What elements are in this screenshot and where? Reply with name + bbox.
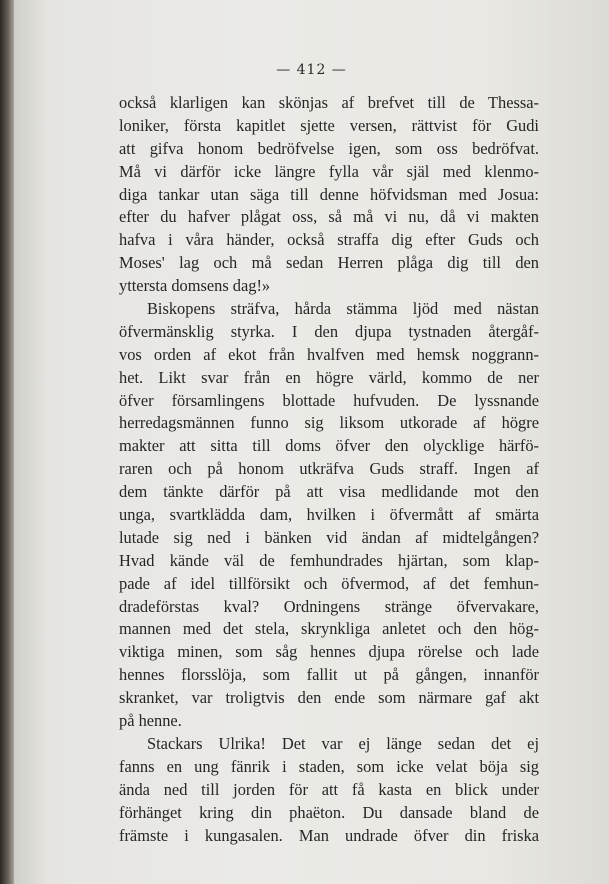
text-line: på henne. xyxy=(119,711,182,731)
text-line: unga, svartklädda dam, hvilken i öfvermått af smärta xyxy=(119,505,539,525)
text-line: mannen med det stela, skrynkliga anletet och den hög- xyxy=(119,619,539,639)
text-line: skranket, var troligtvis den ende som närmare gaf akt xyxy=(119,688,539,708)
text-line: Må vi därför icke längre fylla vår själ med klenmo- xyxy=(119,161,539,181)
text-line: fanns en ung fänrik i staden, som icke velat böja sig xyxy=(119,756,539,776)
text-line: herredagsmännen funno sig liksom utkorade af högre xyxy=(119,413,539,433)
text-line: att gifva honom bedröfvelse igen, som oss bedröfvat. xyxy=(119,138,539,158)
book-spine-shadow xyxy=(0,0,14,884)
text-line: lutade sig ned i bänken vid ändan af midtelgången? xyxy=(119,527,539,547)
text-line: viktiga minen, som såg hennes djupa rörelse och lade xyxy=(119,642,539,662)
text-line: diga tankar utan säga till denne höfvidsman med Josua: xyxy=(119,184,539,204)
text-line: Hvad kände väl de femhundrades hjärtan, som klap- xyxy=(119,550,539,570)
text-line: förhänget kring din phaëton. Du dansade bland de xyxy=(119,802,539,822)
text-line: dem tänkte därför på att visa medlidande mot den xyxy=(119,482,539,502)
text-line: vos orden af ekot från hvalfven med hemsk noggrann- xyxy=(119,344,539,364)
text-line: ända ned till jorden för att få kasta en blick under xyxy=(119,779,539,799)
text-line: pade af idel tillförsikt och öfvermod, af det femhun- xyxy=(119,573,539,593)
book-page xyxy=(14,0,609,884)
text-line: makter att sitta till doms öfver den olycklige härfö- xyxy=(119,436,539,456)
text-line: Stackars Ulrika! Det var ej länge sedan det ej xyxy=(147,733,539,753)
text-line: Moses' lag och må sedan Herren plåga dig till den xyxy=(119,253,539,273)
text-line: också klarligen kan skönjas af brefvet till de Thessa- xyxy=(119,93,539,112)
text-line: öfvermänsklig styrka. I den djupa tystnaden återgåf- xyxy=(119,321,539,341)
page-number: — 412 — xyxy=(276,62,347,78)
body-text xyxy=(119,92,539,847)
text-line: hennes florsslöja, som fallit ut på gången, innanför xyxy=(119,665,539,685)
text-line: främste i kungasalen. Man undrade öfver din friska xyxy=(119,825,539,845)
text-line: het. Likt svar från en högre värld, kommo de ner xyxy=(119,367,539,387)
text-line: raren och på honom utkräfva Guds straff. Ingen af xyxy=(119,459,539,479)
text-line: dradeförstas kval? Ordningens stränge öfvervakare, xyxy=(119,596,539,616)
text-line: loniker, första kapitlet sjette versen, rättvist för Gudi xyxy=(119,115,539,135)
text-line: efter du hafver plågat oss, så må vi nu, då vi makten xyxy=(119,207,539,227)
text-line: hafva i våra händer, också straffa dig efter Guds och xyxy=(119,230,539,250)
text-line: öfver församlingens blottade hufvuden. De lyssnande xyxy=(119,390,539,410)
text-line: Biskopens sträfva, hårda stämma ljöd med nästan xyxy=(147,299,539,319)
text-line: yttersta domsens dag!» xyxy=(119,276,271,296)
